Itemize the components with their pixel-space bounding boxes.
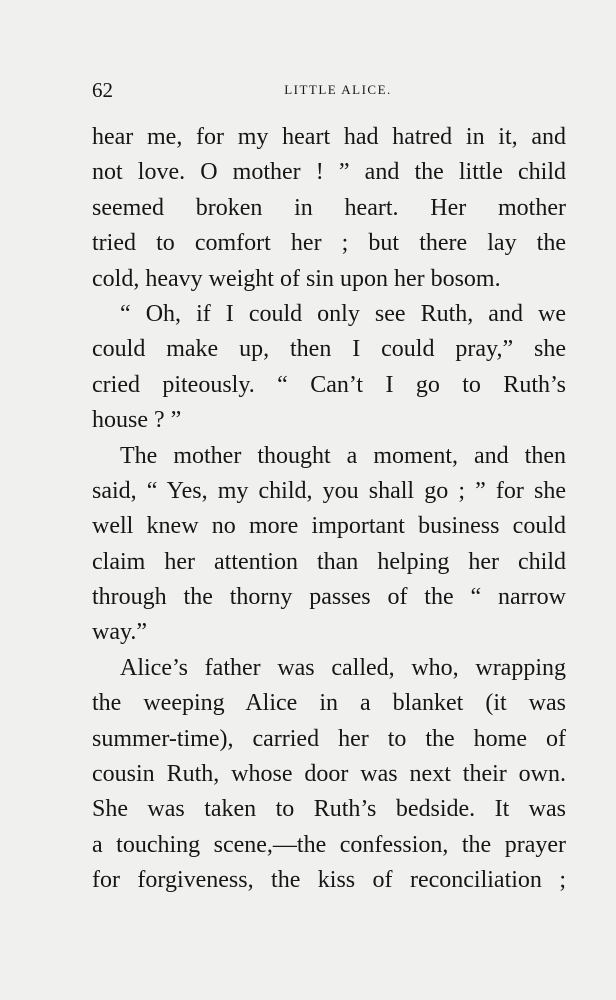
text-line: claim her attention than helping her child	[92, 548, 566, 575]
text-line: cold, heavy weight of sin upon her bosom.	[92, 265, 501, 292]
text-line: for forgiveness, the kiss of reconciliation ;	[92, 867, 566, 894]
text-line: through the thorny passes of the “ narrow	[92, 584, 566, 611]
text-line: the weeping Alice in a blanket (it was	[92, 690, 566, 717]
text-line: summer-time), carried her to the home of	[92, 725, 566, 752]
text-line: seemed broken in heart. Her mother	[92, 194, 566, 221]
text-line: Alice’s father was called, who, wrapping	[120, 654, 566, 681]
text-line: house ? ”	[92, 407, 182, 434]
page-number: 62	[92, 78, 113, 102]
text-line: cousin Ruth, whose door was next their own.	[92, 761, 566, 788]
text-line: cried piteously. “ Can’t I go to Ruth’s	[92, 371, 566, 398]
text-line: “ Oh, if I could only see Ruth, and we	[120, 300, 566, 327]
text-line: well knew no more important business could	[92, 513, 566, 540]
text-line: said, “ Yes, my child, you shall go ; ” for she	[92, 477, 566, 504]
page-header	[92, 75, 566, 105]
text-line: She was taken to Ruth’s bedside. It was	[92, 796, 566, 823]
text-line: way.”	[92, 619, 148, 646]
text-line: not love. O mother ! ” and the little child	[92, 159, 566, 186]
running-title: LITTLE ALICE.	[284, 82, 392, 97]
text-line: tried to comfort her ; but there lay the	[92, 230, 566, 257]
body-text	[92, 120, 566, 899]
text-line: a touching scene,—the confession, the prayer	[92, 831, 566, 858]
text-line: could make up, then I could pray,” she	[92, 336, 566, 363]
text-line: hear me, for my heart had hatred in it, and	[92, 124, 566, 150]
text-line: The mother thought a moment, and then	[120, 442, 566, 469]
